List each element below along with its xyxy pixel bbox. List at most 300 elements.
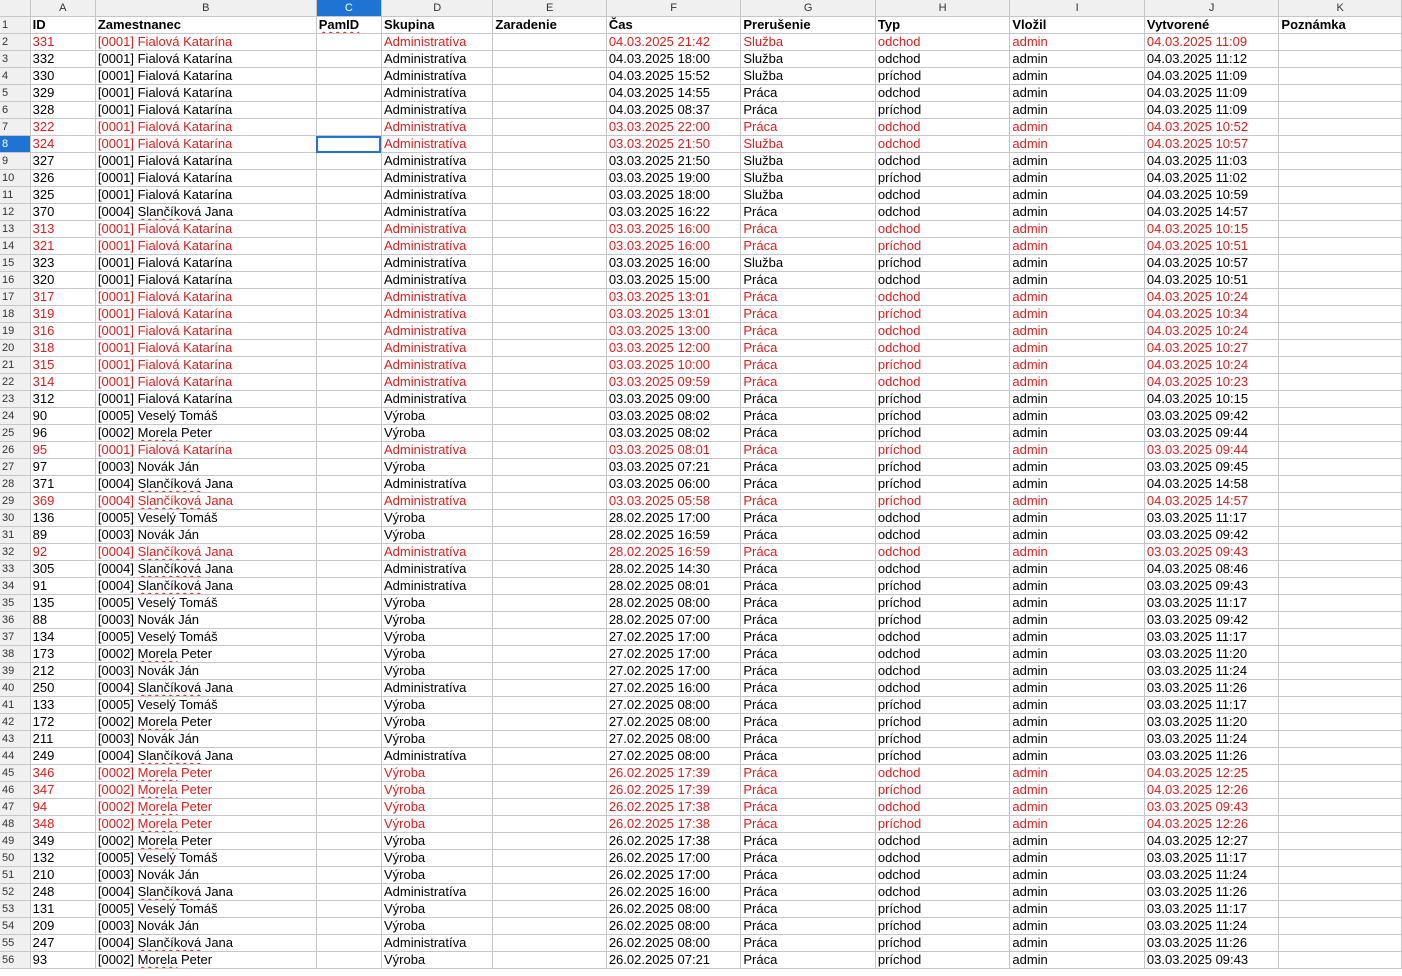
cell-a[interactable]: 326 — [30, 170, 95, 187]
cell-c[interactable] — [316, 187, 381, 204]
cell-d[interactable]: Výroba — [381, 918, 492, 935]
cell-j[interactable]: 03.03.2025 09:44 — [1144, 442, 1279, 459]
cell-a[interactable]: 173 — [30, 646, 95, 663]
cell-f[interactable]: 26.02.2025 17:38 — [606, 833, 741, 850]
cell-g[interactable]: Práca — [741, 680, 876, 697]
row-header[interactable]: 49 — [0, 833, 30, 850]
row-header[interactable]: 35 — [0, 595, 30, 612]
cell-i[interactable]: admin — [1010, 765, 1145, 782]
cell-f[interactable]: 27.02.2025 08:00 — [606, 697, 741, 714]
cell-e[interactable] — [493, 408, 606, 425]
cell-h[interactable]: príchod — [875, 255, 1010, 272]
cell-f[interactable]: 27.02.2025 08:00 — [606, 714, 741, 731]
cell-i[interactable]: admin — [1010, 187, 1145, 204]
cell-e[interactable] — [493, 527, 606, 544]
cell-h[interactable]: príchod — [875, 476, 1010, 493]
cell-a[interactable]: 93 — [30, 952, 95, 969]
cell-e[interactable] — [493, 935, 606, 952]
row-header[interactable]: 21 — [0, 357, 30, 374]
cell-c[interactable] — [316, 204, 381, 221]
cell-c[interactable] — [316, 714, 381, 731]
cell-a[interactable]: 325 — [30, 187, 95, 204]
cell-h[interactable]: odchod — [875, 374, 1010, 391]
cell-h[interactable]: odchod — [875, 867, 1010, 884]
cell-a[interactable]: 136 — [30, 510, 95, 527]
cell-k[interactable] — [1279, 68, 1402, 85]
cell-d[interactable]: Administratíva — [381, 340, 492, 357]
header-cell[interactable]: PamID — [316, 17, 381, 34]
row-header[interactable]: 31 — [0, 527, 30, 544]
cell-b[interactable]: [0003] Novák Ján — [95, 663, 316, 680]
cell-b[interactable]: [0001] Fialová Katarína — [95, 272, 316, 289]
cell-j[interactable]: 03.03.2025 09:45 — [1144, 459, 1279, 476]
cell-a[interactable]: 132 — [30, 850, 95, 867]
row-header[interactable]: 10 — [0, 170, 30, 187]
cell-c[interactable] — [316, 85, 381, 102]
cell-k[interactable] — [1279, 51, 1402, 68]
cell-c[interactable] — [316, 272, 381, 289]
cell-j[interactable]: 03.03.2025 09:43 — [1144, 952, 1279, 969]
cell-e[interactable] — [493, 765, 606, 782]
cell-e[interactable] — [493, 204, 606, 221]
cell-e[interactable] — [493, 306, 606, 323]
cell-b[interactable]: [0001] Fialová Katarína — [95, 323, 316, 340]
cell-a[interactable]: 172 — [30, 714, 95, 731]
cell-e[interactable] — [493, 561, 606, 578]
cell-f[interactable]: 03.03.2025 09:00 — [606, 391, 741, 408]
cell-k[interactable] — [1279, 391, 1402, 408]
cell-k[interactable] — [1279, 323, 1402, 340]
cell-k[interactable] — [1279, 646, 1402, 663]
cell-j[interactable]: 03.03.2025 09:42 — [1144, 527, 1279, 544]
cell-c[interactable] — [316, 952, 381, 969]
cell-a[interactable]: 316 — [30, 323, 95, 340]
cell-j[interactable]: 04.03.2025 14:57 — [1144, 493, 1279, 510]
cell-i[interactable]: admin — [1010, 204, 1145, 221]
cell-h[interactable]: príchod — [875, 408, 1010, 425]
cell-d[interactable]: Administratíva — [381, 561, 492, 578]
cell-c[interactable] — [316, 867, 381, 884]
cell-k[interactable] — [1279, 595, 1402, 612]
cell-c[interactable] — [316, 646, 381, 663]
cell-j[interactable]: 04.03.2025 10:24 — [1144, 323, 1279, 340]
cell-d[interactable]: Výroba — [381, 646, 492, 663]
cell-a[interactable]: 133 — [30, 697, 95, 714]
cell-j[interactable]: 04.03.2025 12:26 — [1144, 816, 1279, 833]
cell-j[interactable]: 03.03.2025 09:43 — [1144, 578, 1279, 595]
cell-g[interactable]: Práca — [741, 357, 876, 374]
cell-i[interactable]: admin — [1010, 731, 1145, 748]
cell-b[interactable]: [0005] Veselý Tomáš — [95, 697, 316, 714]
cell-k[interactable] — [1279, 153, 1402, 170]
cell-k[interactable] — [1279, 833, 1402, 850]
cell-f[interactable]: 03.03.2025 09:59 — [606, 374, 741, 391]
cell-g[interactable]: Práca — [741, 629, 876, 646]
cell-i[interactable]: admin — [1010, 884, 1145, 901]
cell-f[interactable]: 28.02.2025 17:00 — [606, 510, 741, 527]
cell-b[interactable] — [95, 476, 316, 493]
cell-f[interactable]: 28.02.2025 16:59 — [606, 544, 741, 561]
row-header[interactable]: 54 — [0, 918, 30, 935]
cell-d[interactable]: Administratíva — [381, 170, 492, 187]
cell-k[interactable] — [1279, 663, 1402, 680]
row-header[interactable]: 6 — [0, 102, 30, 119]
cell-f[interactable]: 04.03.2025 15:52 — [606, 68, 741, 85]
cell-c[interactable] — [316, 357, 381, 374]
cell-d[interactable]: Administratíva — [381, 221, 492, 238]
cell-c[interactable] — [316, 476, 381, 493]
cell-f[interactable]: 26.02.2025 17:38 — [606, 799, 741, 816]
cell-k[interactable] — [1279, 357, 1402, 374]
cell-d[interactable]: Výroba — [381, 527, 492, 544]
cell-i[interactable]: admin — [1010, 170, 1145, 187]
cell-h[interactable]: príchod — [875, 714, 1010, 731]
cell-d[interactable]: Administratíva — [381, 391, 492, 408]
cell-a[interactable]: 323 — [30, 255, 95, 272]
cell-k[interactable] — [1279, 255, 1402, 272]
cell-f[interactable]: 27.02.2025 08:00 — [606, 748, 741, 765]
cell-f[interactable]: 03.03.2025 21:50 — [606, 153, 741, 170]
cell-b[interactable] — [95, 425, 316, 442]
cell-g[interactable]: Práca — [741, 663, 876, 680]
cell-d[interactable]: Administratíva — [381, 289, 492, 306]
cell-c[interactable] — [316, 748, 381, 765]
cell-c[interactable] — [316, 442, 381, 459]
cell-k[interactable] — [1279, 34, 1402, 51]
cell-c[interactable] — [316, 850, 381, 867]
cell-h[interactable]: odchod — [875, 884, 1010, 901]
row-header[interactable]: 12 — [0, 204, 30, 221]
cell-g[interactable]: Práca — [741, 918, 876, 935]
cell-h[interactable]: príchod — [875, 68, 1010, 85]
cell-b[interactable]: [0005] Veselý Tomáš — [95, 408, 316, 425]
cell-j[interactable]: 04.03.2025 10:51 — [1144, 238, 1279, 255]
cell-j[interactable]: 03.03.2025 11:26 — [1144, 884, 1279, 901]
cell-a[interactable]: 322 — [30, 119, 95, 136]
cell-f[interactable]: 03.03.2025 16:00 — [606, 238, 741, 255]
cell-e[interactable] — [493, 595, 606, 612]
cell-f[interactable]: 03.03.2025 08:02 — [606, 425, 741, 442]
cell-g[interactable]: Práca — [741, 612, 876, 629]
cell-i[interactable]: admin — [1010, 629, 1145, 646]
cell-f[interactable]: 03.03.2025 22:00 — [606, 119, 741, 136]
cell-a[interactable]: 248 — [30, 884, 95, 901]
cell-c[interactable] — [316, 221, 381, 238]
cell-a[interactable]: 330 — [30, 68, 95, 85]
cell-d[interactable]: Výroba — [381, 663, 492, 680]
cell-f[interactable]: 03.03.2025 15:00 — [606, 272, 741, 289]
row-header[interactable]: 5 — [0, 85, 30, 102]
cell-j[interactable]: 03.03.2025 11:20 — [1144, 714, 1279, 731]
cell-k[interactable] — [1279, 408, 1402, 425]
cell-b[interactable] — [95, 544, 316, 561]
cell-g[interactable]: Práca — [741, 425, 876, 442]
cell-f[interactable]: 04.03.2025 08:37 — [606, 102, 741, 119]
cell-f[interactable]: 26.02.2025 17:00 — [606, 850, 741, 867]
cell-k[interactable] — [1279, 714, 1402, 731]
cell-j[interactable]: 03.03.2025 11:17 — [1144, 697, 1279, 714]
cell-b[interactable]: [0005] Veselý Tomáš — [95, 595, 316, 612]
cell-b[interactable]: [0005] Veselý Tomáš — [95, 850, 316, 867]
row-header[interactable]: 45 — [0, 765, 30, 782]
cell-h[interactable]: odchod — [875, 765, 1010, 782]
cell-b[interactable]: [0003] Novák Ján — [95, 867, 316, 884]
cell-k[interactable] — [1279, 850, 1402, 867]
cell-g[interactable]: Práca — [741, 799, 876, 816]
cell-k[interactable] — [1279, 901, 1402, 918]
cell-h[interactable]: odchod — [875, 663, 1010, 680]
cell-d[interactable]: Administratíva — [381, 51, 492, 68]
cell-g[interactable]: Práca — [741, 119, 876, 136]
row-header[interactable]: 34 — [0, 578, 30, 595]
cell-d[interactable]: Administratíva — [381, 544, 492, 561]
cell-k[interactable] — [1279, 697, 1402, 714]
cell-j[interactable]: 03.03.2025 11:24 — [1144, 918, 1279, 935]
cell-a[interactable]: 332 — [30, 51, 95, 68]
cell-b[interactable] — [95, 782, 316, 799]
cell-b[interactable]: [0001] Fialová Katarína — [95, 34, 316, 51]
cell-i[interactable]: admin — [1010, 119, 1145, 136]
cell-i[interactable]: admin — [1010, 85, 1145, 102]
cell-a[interactable]: 211 — [30, 731, 95, 748]
cell-i[interactable]: admin — [1010, 680, 1145, 697]
cell-d[interactable]: Administratíva — [381, 85, 492, 102]
cell-e[interactable] — [493, 748, 606, 765]
cell-f[interactable]: 28.02.2025 08:01 — [606, 578, 741, 595]
cell-h[interactable]: odchod — [875, 289, 1010, 306]
cell-c[interactable] — [316, 340, 381, 357]
cell-k[interactable] — [1279, 289, 1402, 306]
cell-b[interactable]: [0003] Novák Ján — [95, 527, 316, 544]
row-header[interactable]: 44 — [0, 748, 30, 765]
cell-d[interactable]: Administratíva — [381, 187, 492, 204]
cell-h[interactable]: odchod — [875, 323, 1010, 340]
cell-d[interactable]: Administratíva — [381, 136, 492, 153]
cell-e[interactable] — [493, 459, 606, 476]
cell-c[interactable] — [316, 408, 381, 425]
cell-i[interactable]: admin — [1010, 425, 1145, 442]
cell-a[interactable]: 312 — [30, 391, 95, 408]
cell-b[interactable] — [95, 561, 316, 578]
cell-d[interactable]: Administratíva — [381, 748, 492, 765]
cell-c[interactable] — [316, 306, 381, 323]
cell-f[interactable]: 03.03.2025 16:00 — [606, 255, 741, 272]
cell-d[interactable]: Výroba — [381, 629, 492, 646]
cell-d[interactable]: Administratíva — [381, 102, 492, 119]
cell-j[interactable]: 03.03.2025 11:17 — [1144, 510, 1279, 527]
column-header-j[interactable]: J — [1144, 0, 1279, 17]
header-cell[interactable]: Zaradenie — [493, 17, 606, 34]
cell-k[interactable] — [1279, 884, 1402, 901]
cell-a[interactable]: 131 — [30, 901, 95, 918]
cell-c[interactable] — [316, 799, 381, 816]
cell-a[interactable]: 209 — [30, 918, 95, 935]
row-header[interactable]: 18 — [0, 306, 30, 323]
cell-a[interactable]: 210 — [30, 867, 95, 884]
cell-d[interactable]: Administratíva — [381, 578, 492, 595]
cell-h[interactable]: príchod — [875, 782, 1010, 799]
cell-c[interactable] — [316, 578, 381, 595]
column-header-g[interactable]: G — [741, 0, 876, 17]
cell-g[interactable]: Práca — [741, 510, 876, 527]
cell-c[interactable] — [316, 510, 381, 527]
cell-j[interactable]: 04.03.2025 10:15 — [1144, 221, 1279, 238]
cell-e[interactable] — [493, 68, 606, 85]
cell-g[interactable]: Práca — [741, 340, 876, 357]
cell-k[interactable] — [1279, 510, 1402, 527]
cell-d[interactable]: Výroba — [381, 782, 492, 799]
row-header[interactable]: 15 — [0, 255, 30, 272]
cell-i[interactable]: admin — [1010, 476, 1145, 493]
cell-e[interactable] — [493, 425, 606, 442]
cell-e[interactable] — [493, 816, 606, 833]
cell-d[interactable]: Výroba — [381, 595, 492, 612]
cell-d[interactable]: Administratíva — [381, 680, 492, 697]
cell-b[interactable]: [0005] Veselý Tomáš — [95, 510, 316, 527]
row-header[interactable]: 3 — [0, 51, 30, 68]
cell-k[interactable] — [1279, 765, 1402, 782]
cell-i[interactable]: admin — [1010, 935, 1145, 952]
cell-k[interactable] — [1279, 340, 1402, 357]
cell-j[interactable]: 04.03.2025 11:09 — [1144, 85, 1279, 102]
cell-a[interactable]: 94 — [30, 799, 95, 816]
cell-f[interactable]: 03.03.2025 06:00 — [606, 476, 741, 493]
cell-e[interactable] — [493, 901, 606, 918]
cell-j[interactable]: 04.03.2025 10:59 — [1144, 187, 1279, 204]
cell-b[interactable]: [0001] Fialová Katarína — [95, 374, 316, 391]
cell-k[interactable] — [1279, 952, 1402, 969]
cell-b[interactable]: [0005] Veselý Tomáš — [95, 901, 316, 918]
cell-d[interactable]: Administratíva — [381, 238, 492, 255]
header-cell[interactable]: Skupina — [381, 17, 492, 34]
cell-c[interactable] — [316, 833, 381, 850]
cell-i[interactable]: admin — [1010, 595, 1145, 612]
cell-i[interactable]: admin — [1010, 510, 1145, 527]
cell-h[interactable]: príchod — [875, 391, 1010, 408]
cell-g[interactable]: Práca — [741, 289, 876, 306]
cell-e[interactable] — [493, 187, 606, 204]
cell-j[interactable]: 03.03.2025 09:43 — [1144, 799, 1279, 816]
cell-b[interactable] — [95, 952, 316, 969]
cell-d[interactable]: Administratíva — [381, 255, 492, 272]
cell-g[interactable]: Práca — [741, 833, 876, 850]
column-header-e[interactable]: E — [493, 0, 606, 17]
cell-d[interactable]: Administratíva — [381, 493, 492, 510]
cell-c[interactable] — [316, 816, 381, 833]
cell-e[interactable] — [493, 646, 606, 663]
cell-c[interactable] — [316, 527, 381, 544]
cell-d[interactable]: Administratíva — [381, 374, 492, 391]
cell-g[interactable]: Práca — [741, 493, 876, 510]
cell-f[interactable]: 27.02.2025 08:00 — [606, 731, 741, 748]
cell-f[interactable]: 27.02.2025 17:00 — [606, 629, 741, 646]
cell-j[interactable]: 03.03.2025 11:20 — [1144, 646, 1279, 663]
cell-f[interactable]: 27.02.2025 16:00 — [606, 680, 741, 697]
cell-e[interactable] — [493, 680, 606, 697]
cell-h[interactable]: príchod — [875, 731, 1010, 748]
header-cell[interactable]: ID — [30, 17, 95, 34]
cell-f[interactable]: 03.03.2025 12:00 — [606, 340, 741, 357]
cell-g[interactable]: Služba — [741, 170, 876, 187]
cell-b[interactable]: [0001] Fialová Katarína — [95, 357, 316, 374]
cell-b[interactable] — [95, 493, 316, 510]
header-cell[interactable]: Vložil — [1010, 17, 1145, 34]
cell-e[interactable] — [493, 340, 606, 357]
cell-d[interactable]: Administratíva — [381, 476, 492, 493]
cell-j[interactable]: 04.03.2025 12:26 — [1144, 782, 1279, 799]
cell-e[interactable] — [493, 136, 606, 153]
cell-i[interactable]: admin — [1010, 493, 1145, 510]
cell-e[interactable] — [493, 493, 606, 510]
cell-c[interactable] — [316, 255, 381, 272]
cell-j[interactable]: 03.03.2025 11:17 — [1144, 595, 1279, 612]
cell-k[interactable] — [1279, 816, 1402, 833]
cell-e[interactable] — [493, 578, 606, 595]
cell-j[interactable]: 03.03.2025 09:43 — [1144, 544, 1279, 561]
cell-a[interactable]: 370 — [30, 204, 95, 221]
cell-k[interactable] — [1279, 476, 1402, 493]
cell-h[interactable]: odchod — [875, 221, 1010, 238]
row-header[interactable]: 37 — [0, 629, 30, 646]
cell-a[interactable]: 348 — [30, 816, 95, 833]
cell-b[interactable]: [0001] Fialová Katarína — [95, 68, 316, 85]
cell-g[interactable]: Práca — [741, 748, 876, 765]
cell-c[interactable] — [316, 612, 381, 629]
cell-h[interactable]: príchod — [875, 306, 1010, 323]
row-header[interactable]: 48 — [0, 816, 30, 833]
row-header[interactable]: 2 — [0, 34, 30, 51]
cell-f[interactable]: 28.02.2025 16:59 — [606, 527, 741, 544]
cell-h[interactable]: odchod — [875, 833, 1010, 850]
row-header[interactable]: 16 — [0, 272, 30, 289]
cell-g[interactable]: Práca — [741, 238, 876, 255]
column-header-c[interactable]: C — [316, 0, 381, 17]
cell-e[interactable] — [493, 697, 606, 714]
cell-d[interactable]: Administratíva — [381, 204, 492, 221]
cell-i[interactable]: admin — [1010, 153, 1145, 170]
cell-k[interactable] — [1279, 918, 1402, 935]
cell-e[interactable] — [493, 731, 606, 748]
cell-b[interactable]: [0001] Fialová Katarína — [95, 255, 316, 272]
cell-i[interactable]: admin — [1010, 238, 1145, 255]
cell-b[interactable]: [0003] Novák Ján — [95, 612, 316, 629]
row-header[interactable]: 4 — [0, 68, 30, 85]
cell-e[interactable] — [493, 884, 606, 901]
cell-k[interactable] — [1279, 748, 1402, 765]
cell-i[interactable]: admin — [1010, 442, 1145, 459]
cell-d[interactable]: Administratíva — [381, 442, 492, 459]
cell-h[interactable]: odchod — [875, 646, 1010, 663]
cell-b[interactable] — [95, 646, 316, 663]
cell-h[interactable]: príchod — [875, 238, 1010, 255]
cell-d[interactable]: Výroba — [381, 731, 492, 748]
cell-i[interactable]: admin — [1010, 646, 1145, 663]
cell-j[interactable]: 03.03.2025 11:24 — [1144, 867, 1279, 884]
cell-b[interactable]: [0001] Fialová Katarína — [95, 442, 316, 459]
cell-j[interactable]: 03.03.2025 09:42 — [1144, 612, 1279, 629]
cell-a[interactable]: 134 — [30, 629, 95, 646]
cell-k[interactable] — [1279, 459, 1402, 476]
cell-d[interactable]: Výroba — [381, 816, 492, 833]
cell-f[interactable]: 28.02.2025 14:30 — [606, 561, 741, 578]
cell-k[interactable] — [1279, 306, 1402, 323]
row-header[interactable]: 7 — [0, 119, 30, 136]
row-header[interactable]: 53 — [0, 901, 30, 918]
row-header[interactable]: 38 — [0, 646, 30, 663]
cell-g[interactable]: Práca — [741, 935, 876, 952]
cell-b[interactable] — [95, 765, 316, 782]
row-header[interactable]: 11 — [0, 187, 30, 204]
